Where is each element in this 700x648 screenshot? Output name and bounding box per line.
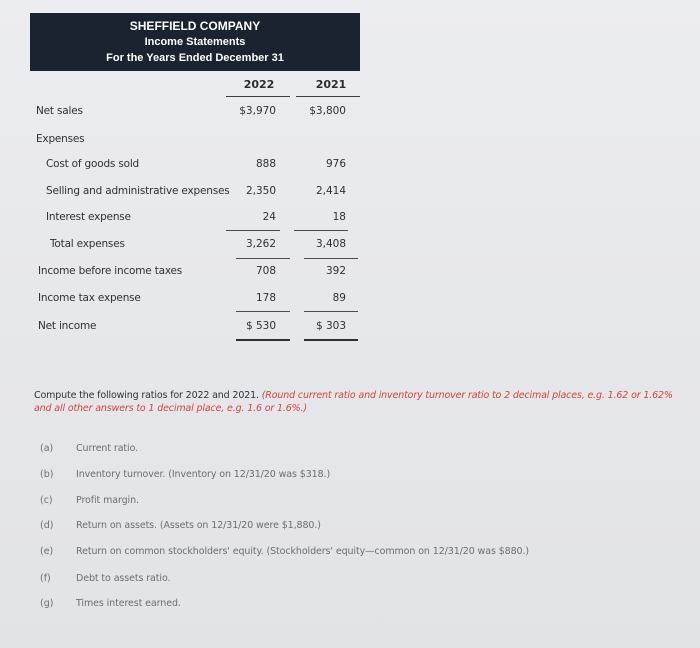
question-text: Profit margin.	[76, 495, 139, 506]
subtotal-rule	[304, 311, 358, 312]
question-letter: (b)	[40, 469, 54, 480]
question-item	[40, 520, 680, 534]
value-2021: $3,800	[309, 105, 346, 117]
row-label: Net income	[38, 320, 97, 332]
question-text: Return on common stockholders' equity. (Stockholders' equity—common on 12/31/20 was $880.)	[76, 546, 530, 557]
row-label: Income tax expense	[38, 292, 141, 304]
value-2021: 18	[332, 211, 346, 223]
question-item	[40, 443, 680, 457]
column-header-2021: 2021	[315, 78, 347, 91]
statement-period: For the Years Ended December 31	[106, 52, 284, 64]
question-text: Debt to assets ratio.	[76, 573, 171, 584]
subtotal-rule	[236, 258, 290, 259]
instructions-text: Compute the following ratios for 2022 and 2021.	[34, 390, 259, 401]
row-label: Net sales	[36, 105, 83, 117]
value-2022: 888	[255, 158, 276, 170]
question-item	[40, 546, 680, 560]
value-2022: 3,262	[245, 238, 276, 250]
value-2021: $ 303	[315, 320, 346, 332]
question-letter: (e)	[40, 546, 54, 557]
value-2021: 89	[332, 292, 346, 304]
row-net-income	[0, 320, 700, 336]
row-label: Selling and administrative expenses	[46, 185, 230, 197]
statement-header	[30, 13, 360, 71]
value-2021: 392	[325, 265, 346, 277]
value-2022: 708	[255, 265, 276, 277]
row-label: Income before income taxes	[38, 265, 183, 277]
question-letter: (a)	[40, 443, 54, 454]
column-header-2022: 2022	[243, 78, 275, 91]
row-interest-expense	[0, 211, 700, 227]
subtotal-rule	[294, 230, 348, 231]
value-2021: 976	[325, 158, 346, 170]
value-2022: $ 530	[245, 320, 276, 332]
question-letter: (d)	[40, 520, 54, 531]
row-cost-of-goods-sold	[0, 158, 700, 174]
row-label: Expenses	[36, 133, 85, 145]
question-text: Inventory turnover. (Inventory on 12/31/20 was $318.)	[76, 469, 331, 480]
value-2022: 24	[262, 211, 276, 223]
question-item	[40, 495, 680, 509]
row-selling-admin	[0, 185, 700, 201]
question-text: Times interest earned.	[76, 598, 181, 609]
row-income-before-taxes	[0, 265, 700, 281]
value-2021: 2,414	[315, 185, 346, 197]
question-letter: (f)	[40, 573, 51, 584]
value-2022: 178	[255, 292, 276, 304]
row-net-sales	[0, 105, 700, 121]
company-name: SHEFFIELD COMPANY	[129, 19, 261, 33]
rounding-note: (Round current ratio and inventory turnover ratio to 2 decimal places, e.g. 1.62 or 1.62% and all other answers to 1 decimal place, e.g. 1.6 or 1.6%.)	[34, 390, 673, 414]
row-expenses-heading	[0, 133, 700, 149]
subtotal-rule	[304, 258, 358, 259]
question-letter: (g)	[40, 598, 54, 609]
subtotal-rule	[226, 230, 280, 231]
instructions	[34, 389, 674, 415]
question-text: Return on assets. (Assets on 12/31/20 were $1,880.)	[76, 520, 321, 531]
column-header-underline	[226, 96, 290, 97]
row-total-expenses	[0, 238, 700, 254]
statement-title: Income Statements	[144, 36, 246, 48]
total-double-rule	[236, 339, 290, 341]
row-label: Total expenses	[50, 238, 125, 250]
value-2021: 3,408	[315, 238, 346, 250]
row-income-tax-expense	[0, 292, 700, 308]
subtotal-rule	[236, 311, 290, 312]
value-2022: $3,970	[239, 105, 276, 117]
question-item	[40, 469, 680, 483]
question-item	[40, 598, 680, 612]
question-letter: (c)	[40, 495, 53, 506]
column-header-underline	[296, 96, 360, 97]
row-label: Cost of goods sold	[46, 158, 140, 170]
value-2022: 2,350	[245, 185, 276, 197]
question-item	[40, 573, 680, 587]
total-double-rule	[304, 339, 358, 341]
question-text: Current ratio.	[76, 443, 139, 454]
row-label: Interest expense	[46, 211, 131, 223]
